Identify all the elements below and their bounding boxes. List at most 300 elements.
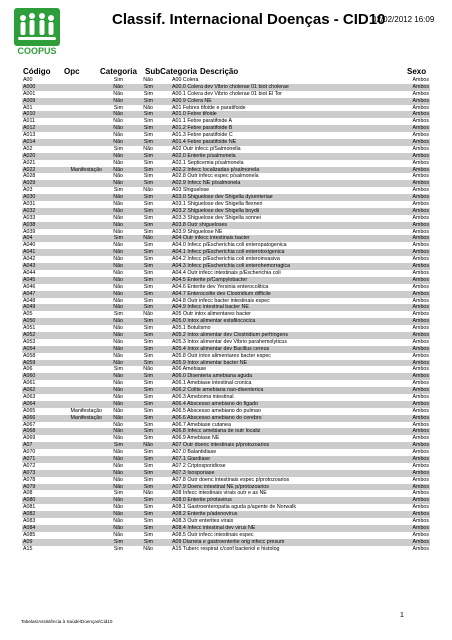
cell-code: A044 xyxy=(23,269,36,276)
cell-sexo: Ambos xyxy=(412,462,429,469)
cell-subcategoria: Sim xyxy=(143,118,153,125)
cell-descricao: A03.2 Shiguelose dev Shigella boydii xyxy=(172,207,260,214)
cell-code: A02 xyxy=(23,145,33,152)
cell-subcategoria: Não xyxy=(143,490,153,497)
cell-categoria: Não xyxy=(113,483,123,490)
cell-categoria: Não xyxy=(113,428,123,435)
cell-descricao: A08.1 Gastroenteropatia aguda p/agente de Norwalk xyxy=(172,504,296,511)
table-row xyxy=(22,180,430,187)
cell-code: A09 xyxy=(23,538,33,545)
cell-descricao: A04 Outr infecc intestinais bacter xyxy=(172,235,250,242)
col-header-categoria: Categoria xyxy=(100,67,137,76)
table-row xyxy=(22,518,430,525)
cell-code: A060 xyxy=(23,373,36,380)
table-row xyxy=(22,118,430,125)
cell-subcategoria: Sim xyxy=(143,269,153,276)
table-row xyxy=(22,525,430,532)
table-row xyxy=(22,435,430,442)
cell-sexo: Ambos xyxy=(412,180,429,187)
cell-descricao: A08.4 Infecc intestinal dev virus NE xyxy=(172,524,256,531)
cell-code: A066 xyxy=(23,414,36,421)
cell-subcategoria: Não xyxy=(143,187,153,194)
cell-code: A058 xyxy=(23,352,36,359)
cell-subcategoria: Sim xyxy=(143,221,153,228)
cell-descricao: A06.4 Abscesso amebiano do figado xyxy=(172,400,258,407)
cell-sexo: Ambos xyxy=(412,263,429,270)
table-row xyxy=(22,256,430,263)
cell-descricao: A03.3 Shiguelose dev Shigella sonnei xyxy=(172,214,261,221)
cell-sexo: Ambos xyxy=(412,373,429,380)
cell-categoria: Não xyxy=(113,476,123,483)
table-row xyxy=(22,201,430,208)
cell-descricao: A06.0 Disenteria amebiana aguda xyxy=(172,373,253,380)
table-row xyxy=(22,428,430,435)
cell-categoria: Não xyxy=(113,518,123,524)
cell-categoria: Não xyxy=(113,497,123,504)
cell-sexo: Ambos xyxy=(412,166,429,173)
cell-subcategoria: Sim xyxy=(143,283,153,290)
cell-descricao: A06.8 Infecc amebiana de outr localiz xyxy=(172,428,261,435)
cell-subcategoria: Sim xyxy=(143,125,153,132)
cell-descricao: A02.1 Septicemia p/salmonela xyxy=(172,159,244,166)
table-row xyxy=(22,339,430,346)
cell-categoria: Não xyxy=(113,132,123,139)
cell-code: A022 xyxy=(23,166,36,173)
cell-categoria: Não xyxy=(113,373,123,380)
table-row xyxy=(22,449,430,456)
cell-categoria: Não xyxy=(113,263,123,270)
cell-code: A000 xyxy=(23,83,36,90)
table-row xyxy=(22,546,430,553)
cell-categoria: Não xyxy=(113,290,123,297)
cell-categoria: Sim xyxy=(113,145,123,152)
cell-code: A031 xyxy=(23,201,36,208)
cell-subcategoria: Sim xyxy=(143,152,153,159)
cell-descricao: A08.0 Enterite p/rotavirus xyxy=(172,497,232,504)
cell-categoria: Não xyxy=(113,159,123,166)
cell-subcategoria: Sim xyxy=(143,194,153,201)
cell-code: A051 xyxy=(23,325,36,332)
cell-categoria: Não xyxy=(113,331,123,338)
table-row xyxy=(22,84,430,91)
cell-descricao: A06.9 Amebiase NE xyxy=(172,435,220,442)
cell-descricao: A04.1 Infecc p/Escherichia coli enterotoxigenica xyxy=(172,249,285,256)
cell-code: A059 xyxy=(23,359,36,366)
cell-categoria: Sim xyxy=(113,490,123,497)
cell-categoria: Não xyxy=(113,83,123,90)
cell-sexo: Ambos xyxy=(412,524,429,531)
table-row xyxy=(22,284,430,291)
cell-categoria: Não xyxy=(113,338,123,345)
cell-code: A069 xyxy=(23,435,36,442)
cell-categoria: Não xyxy=(113,449,123,456)
cell-descricao: A01.4 Febre paratifoide NE xyxy=(172,139,237,146)
cell-code: A009 xyxy=(23,97,36,104)
cell-descricao: A04.4 Outr infecc intestinais p/Escherichia coli xyxy=(172,269,281,276)
cell-subcategoria: Sim xyxy=(143,455,153,462)
cell-sexo: Ambos xyxy=(412,490,429,497)
cell-subcategoria: Sim xyxy=(143,497,153,504)
cell-descricao: A03.0 Shiguelose dev Shigella dysenteriae xyxy=(172,194,273,201)
cell-code: A001 xyxy=(23,90,36,97)
cell-descricao: A08.2 Enterite p/adenovirus xyxy=(172,511,238,518)
table-row xyxy=(22,270,430,277)
cell-subcategoria: Sim xyxy=(143,373,153,380)
logo-text: COOPUS xyxy=(17,46,57,56)
cell-descricao: A06.6 Abscesso amebiano do cerebro xyxy=(172,414,262,421)
cell-subcategoria: Sim xyxy=(143,180,153,187)
cell-sexo: Ambos xyxy=(412,111,429,118)
cell-sexo: Ambos xyxy=(412,159,429,166)
cell-code: A038 xyxy=(23,221,36,228)
cell-subcategoria: Sim xyxy=(143,504,153,511)
table-row xyxy=(22,298,430,305)
cell-code: A042 xyxy=(23,256,36,263)
cell-subcategoria: Não xyxy=(143,545,153,552)
cell-subcategoria: Não xyxy=(143,366,153,373)
cell-subcategoria: Sim xyxy=(143,469,153,476)
cell-categoria: Não xyxy=(113,524,123,531)
table-row xyxy=(22,511,430,518)
table-row xyxy=(22,111,430,118)
table-row xyxy=(22,167,430,174)
cell-code: A082 xyxy=(23,511,36,518)
cell-sexo: Ambos xyxy=(412,311,429,318)
cell-code: A079 xyxy=(23,483,36,490)
cell-sexo: Ambos xyxy=(412,276,429,283)
cell-code: A078 xyxy=(23,476,36,483)
cell-code: A085 xyxy=(23,531,36,538)
cell-subcategoria: Sim xyxy=(143,297,153,304)
cell-code: A062 xyxy=(23,387,36,394)
cell-sexo: Ambos xyxy=(412,228,429,235)
cell-descricao: A01.0 Febre tifoide xyxy=(172,111,217,118)
table-row xyxy=(22,456,430,463)
table-row xyxy=(22,497,430,504)
cell-subcategoria: Sim xyxy=(143,387,153,394)
cell-categoria: Não xyxy=(113,207,123,214)
cell-categoria: Não xyxy=(113,380,123,387)
table-row xyxy=(22,277,430,284)
cell-sexo: Ambos xyxy=(412,380,429,387)
cell-descricao: A05.2 Intox alimentar dev Clostridium perfringens xyxy=(172,331,288,338)
cell-subcategoria: Sim xyxy=(143,304,153,311)
cell-sexo: Ambos xyxy=(412,97,429,104)
cell-categoria: Não xyxy=(113,276,123,283)
cell-sexo: Ambos xyxy=(412,338,429,345)
cell-code: A03 xyxy=(23,187,33,194)
cell-code: A064 xyxy=(23,400,36,407)
cell-code: A063 xyxy=(23,393,36,400)
cell-descricao: A04.7 Enterocolite dev Clostridium difficile xyxy=(172,290,271,297)
cell-subcategoria: Sim xyxy=(143,173,153,180)
table-row xyxy=(22,463,430,470)
cell-subcategoria: Sim xyxy=(143,421,153,428)
cell-sexo: Ambos xyxy=(412,359,429,366)
table-row xyxy=(22,235,430,242)
cell-code: A010 xyxy=(23,111,36,118)
coopus-logo-icon xyxy=(14,8,60,56)
cell-categoria: Não xyxy=(113,352,123,359)
cell-code: A053 xyxy=(23,338,36,345)
cell-code: A05 xyxy=(23,311,33,318)
cell-categoria: Sim xyxy=(113,311,123,318)
cell-categoria: Sim xyxy=(113,77,123,83)
cell-descricao: A03.8 Outr shigueloses xyxy=(172,221,228,228)
cell-subcategoria: Sim xyxy=(143,139,153,146)
cell-sexo: Ambos xyxy=(412,207,429,214)
cell-code: A033 xyxy=(23,214,36,221)
cell-subcategoria: Sim xyxy=(143,524,153,531)
cell-code: A050 xyxy=(23,318,36,325)
cell-categoria: Não xyxy=(113,504,123,511)
report-datetime: 02/02/2012 16:09 xyxy=(372,15,435,24)
footer-source-path: Tabelas\Assistência à Saúde\Doenças\Cid10 xyxy=(21,619,113,624)
cell-descricao: A06.3 Ameboma intestinal xyxy=(172,393,234,400)
cell-descricao: A02.9 Infecc NE p/salmonela xyxy=(172,180,241,187)
cell-descricao: A06.2 Colite amebiana nao-disenterica xyxy=(172,387,264,394)
table-row xyxy=(22,91,430,98)
cell-subcategoria: Sim xyxy=(143,166,153,173)
cell-subcategoria: Não xyxy=(143,104,153,111)
cell-subcategoria: Sim xyxy=(143,462,153,469)
cell-code: A045 xyxy=(23,276,36,283)
cell-subcategoria: Sim xyxy=(143,518,153,524)
cell-sexo: Ambos xyxy=(412,407,429,414)
cell-subcategoria: Não xyxy=(143,77,153,83)
cell-subcategoria: Sim xyxy=(143,290,153,297)
cell-categoria: Não xyxy=(113,421,123,428)
cell-subcategoria: Sim xyxy=(143,414,153,421)
cell-descricao: A06.7 Amebiase cutanea xyxy=(172,421,231,428)
cell-subcategoria: Sim xyxy=(143,132,153,139)
cell-categoria: Não xyxy=(113,283,123,290)
cell-code: A068 xyxy=(23,428,36,435)
cell-descricao: A04.5 Enterite p/Campylobacter xyxy=(172,276,248,283)
table-row xyxy=(22,484,430,491)
cell-code: A07 xyxy=(23,442,33,449)
cell-categoria: Não xyxy=(113,407,123,414)
cell-descricao: A05.9 Intox alimentar bacter NE xyxy=(172,359,248,366)
table-header xyxy=(22,67,430,77)
cell-sexo: Ambos xyxy=(412,132,429,139)
cell-sexo: Ambos xyxy=(412,511,429,518)
table-row xyxy=(22,173,430,180)
cell-code: A081 xyxy=(23,504,36,511)
table-row xyxy=(22,539,430,546)
cell-sexo: Ambos xyxy=(412,400,429,407)
cell-subcategoria: Sim xyxy=(143,538,153,545)
cell-sexo: Ambos xyxy=(412,531,429,538)
cell-descricao: A02.0 Enterite p/salmonela xyxy=(172,152,236,159)
table-row xyxy=(22,215,430,222)
cell-subcategoria: Sim xyxy=(143,511,153,518)
cell-code: A071 xyxy=(23,455,36,462)
cell-categoria: Não xyxy=(113,325,123,332)
cell-descricao: A03 Shiguelose xyxy=(172,187,210,194)
cell-code: A054 xyxy=(23,345,36,352)
cell-subcategoria: Sim xyxy=(143,345,153,352)
table-row xyxy=(22,360,430,367)
cell-sexo: Ambos xyxy=(412,497,429,504)
cell-subcategoria: Sim xyxy=(143,83,153,90)
col-header-opc: Opc xyxy=(64,67,80,76)
cell-descricao: A03.9 Shiguelose NE xyxy=(172,228,223,235)
table-row xyxy=(22,242,430,249)
cell-descricao: A05 Outr intox alimentares bacter xyxy=(172,311,251,318)
cell-subcategoria: Sim xyxy=(143,338,153,345)
cell-sexo: Ambos xyxy=(412,269,429,276)
table-row xyxy=(22,332,430,339)
cell-subcategoria: Sim xyxy=(143,476,153,483)
cell-sexo: Ambos xyxy=(412,283,429,290)
cell-descricao: A07.3 Isosporiase xyxy=(172,469,215,476)
cell-subcategoria: Sim xyxy=(143,276,153,283)
cell-sexo: Ambos xyxy=(412,476,429,483)
table-row xyxy=(22,366,430,373)
cell-sexo: Ambos xyxy=(412,139,429,146)
cell-categoria: Sim xyxy=(113,442,123,449)
cell-subcategoria: Não xyxy=(143,235,153,242)
cell-code: A047 xyxy=(23,290,36,297)
table-row xyxy=(22,208,430,215)
cell-descricao: A06.1 Amebiase intestinal cronica xyxy=(172,380,252,387)
cell-categoria: Não xyxy=(113,194,123,201)
cell-descricao: A06 Amebiase xyxy=(172,366,207,373)
table-row xyxy=(22,153,430,160)
table-row xyxy=(22,394,430,401)
cell-descricao: A08.5 Outr infecc intestinais espec xyxy=(172,531,254,538)
cell-subcategoria: Sim xyxy=(143,263,153,270)
cell-descricao: A01 Febres tifoide e paratifoide xyxy=(172,104,246,111)
table-row xyxy=(22,353,430,360)
cell-sexo: Ambos xyxy=(412,194,429,201)
cell-code: A067 xyxy=(23,421,36,428)
cell-code: A072 xyxy=(23,462,36,469)
col-header-codigo: Código xyxy=(23,67,51,76)
cell-sexo: Ambos xyxy=(412,455,429,462)
cell-sexo: Ambos xyxy=(412,104,429,111)
cell-subcategoria: Sim xyxy=(143,359,153,366)
cell-subcategoria: Sim xyxy=(143,242,153,249)
page-title: Classif. Internacional Doenças - CID10 xyxy=(112,11,386,28)
table-row xyxy=(22,442,430,449)
cell-categoria: Não xyxy=(113,97,123,104)
cell-categoria: Não xyxy=(113,345,123,352)
cell-categoria: Não xyxy=(113,201,123,208)
cell-categoria: Sim xyxy=(113,187,123,194)
cell-subcategoria: Sim xyxy=(143,325,153,332)
cell-code: A052 xyxy=(23,331,36,338)
cell-subcategoria: Sim xyxy=(143,352,153,359)
cell-descricao: A05.8 Outr intox alimentares bacter espec xyxy=(172,352,271,359)
cell-sexo: Ambos xyxy=(412,325,429,332)
cell-descricao: A07.8 Outr doenc intestinais espec p/protozoarios xyxy=(172,476,290,483)
cell-sexo: Ambos xyxy=(412,83,429,90)
cell-descricao: A04.0 Infecc p/Escherichia coli enteropatogenica xyxy=(172,242,287,249)
cell-categoria: Sim xyxy=(113,545,123,552)
cell-sexo: Ambos xyxy=(412,504,429,511)
cell-sexo: Ambos xyxy=(412,125,429,132)
cell-descricao: A08.3 Outr enterites virais xyxy=(172,518,234,524)
cell-code: A030 xyxy=(23,194,36,201)
cell-descricao: A01.2 Febre paratifoide B xyxy=(172,125,233,132)
cell-subcategoria: Sim xyxy=(143,449,153,456)
cell-subcategoria: Sim xyxy=(143,228,153,235)
cell-sexo: Ambos xyxy=(412,214,429,221)
cell-sexo: Ambos xyxy=(412,118,429,125)
table-row xyxy=(22,139,430,146)
cell-descricao: A05.4 Intox alimentar dev Bacillus cereus xyxy=(172,345,270,352)
cell-descricao: A01.3 Febre paratifoide C xyxy=(172,132,233,139)
cell-sexo: Ambos xyxy=(412,304,429,311)
cell-sexo: Ambos xyxy=(412,345,429,352)
table-row xyxy=(22,325,430,332)
cell-sexo: Ambos xyxy=(412,393,429,400)
cell-sexo: Ambos xyxy=(412,435,429,442)
cell-categoria: Sim xyxy=(113,366,123,373)
cell-categoria: Não xyxy=(113,90,123,97)
cell-categoria: Sim xyxy=(113,235,123,242)
table-row xyxy=(22,387,430,394)
table-row xyxy=(22,222,430,229)
cell-sexo: Ambos xyxy=(412,538,429,545)
cell-descricao: A07.2 Criptosporidiose xyxy=(172,462,226,469)
cell-subcategoria: Sim xyxy=(143,256,153,263)
cell-sexo: Ambos xyxy=(412,483,429,490)
cell-categoria: Não xyxy=(113,242,123,249)
cell-subcategoria: Sim xyxy=(143,531,153,538)
cell-sexo: Ambos xyxy=(412,152,429,159)
cell-subcategoria: Sim xyxy=(143,97,153,104)
cell-categoria: Não xyxy=(113,462,123,469)
cell-code: A039 xyxy=(23,228,36,235)
table-row xyxy=(22,187,430,194)
cell-code: A046 xyxy=(23,283,36,290)
cell-code: A032 xyxy=(23,207,36,214)
col-header-sexo: Sexo xyxy=(407,67,427,76)
table-row xyxy=(22,401,430,408)
cell-categoria: Não xyxy=(113,139,123,146)
table-row xyxy=(22,373,430,380)
cell-descricao: A01.1 Febre paratifoide A xyxy=(172,118,233,125)
cell-descricao: A00.0 Colera dev Vibrio cholerae 01 biot cholerae xyxy=(172,83,289,90)
cell-sexo: Ambos xyxy=(412,387,429,394)
table-row xyxy=(22,146,430,153)
cell-categoria: Não xyxy=(113,228,123,235)
table-row xyxy=(22,291,430,298)
table-row xyxy=(22,77,430,84)
cell-categoria: Não xyxy=(113,256,123,263)
cell-code: A083 xyxy=(23,518,36,524)
cell-descricao: A02.8 Outr infecc espec p/salmonela xyxy=(172,173,259,180)
cell-opc: Manifestação xyxy=(70,407,102,414)
cell-code: A049 xyxy=(23,304,36,311)
cell-code: A04 xyxy=(23,235,33,242)
cell-subcategoria: Sim xyxy=(143,483,153,490)
cell-descricao: A09 Diarreia e gastroenterite orig infecc presum xyxy=(172,538,285,545)
table-row xyxy=(22,490,430,497)
cell-sexo: Ambos xyxy=(412,187,429,194)
cell-categoria: Não xyxy=(113,221,123,228)
cell-sexo: Ambos xyxy=(412,414,429,421)
cell-sexo: Ambos xyxy=(412,366,429,373)
cell-sexo: Ambos xyxy=(412,331,429,338)
table-row xyxy=(22,194,430,201)
cell-categoria: Não xyxy=(113,531,123,538)
table-row xyxy=(22,263,430,270)
cell-categoria: Não xyxy=(113,180,123,187)
